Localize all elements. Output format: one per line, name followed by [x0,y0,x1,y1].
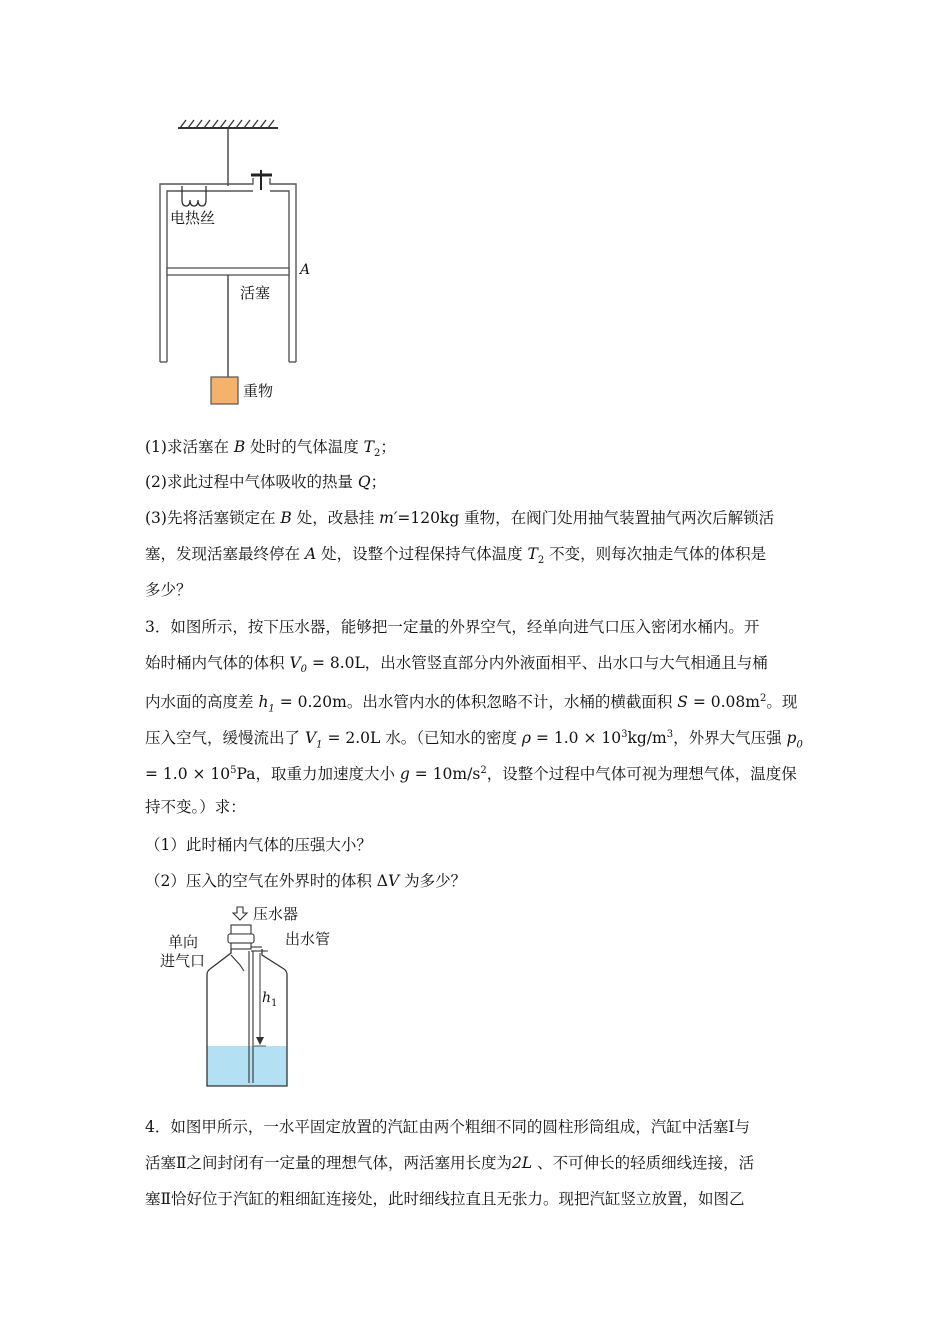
figure-cylinder-piston [150,112,320,412]
q3-line4: 压入空气，缓慢流出了 $V_1 = 2.0L$ 水。（已知水的密度 $\rho = 1.0 \times 10^3kg/m^3$，外界大气压强 $p_0$ [145,729,803,751]
q2-part1: (1)求活塞在 B 处时的气体温度 $T_2$； [145,438,396,460]
label-pump: 压水器 [253,905,299,923]
q3-sub2: （2）压入的空气在外界时的体积 ΔV 为多少？ [145,872,467,890]
label-inlet-line2: 进气口 [160,952,206,970]
label-weight: 重物 [243,382,274,400]
label-outlet: 出水管 [285,930,331,948]
q3-line6: 持不变。）求： [145,798,246,816]
q4-line2: 活塞Ⅱ之间封闭有一定量的理想气体，两活塞用长度为2L 、不可伸长的轻质细线连接，活 [145,1154,755,1172]
q2-part2: (2)求此过程中气体吸收的热量 Q； [145,473,387,491]
label-inlet-line1: 单向 [168,933,199,951]
q4-line1: 4．如图甲所示，一水平固定放置的汽缸由两个粗细不同的圆柱形筒组成，汽缸中活塞Ⅰ与 [145,1118,750,1136]
q3-line1: 3．如图所示，按下压水器，能够把一定量的外界空气，经单向进气口压入密闭水桶内。开 [145,618,760,636]
q2-part3-line1: (3)先将活塞锁定在 B 处，改悬挂 m′=120kg 重物，在阀门处用抽气装置抽气两次后解锁活 [145,509,775,527]
label-heater: 电热丝 [170,209,216,227]
q3-line5: = $1.0 \times 10^5Pa$，取重力加速度大小 $g = 10m/s^2$，设整个过程中气体可视为理想气体，温度保 [145,765,797,784]
q2-part3-line2: 塞，发现活塞最终停在 A 处，设整个过程保持气体温度 $T_2$ 不变，则每次抽走气体的体积是 [145,545,767,567]
q2-part3-line3: 多少？ [145,581,192,599]
label-piston: 活塞 [240,284,271,302]
q3-sub1: （1）此时桶内气体的压强大小？ [145,836,372,854]
q3-line3: 内水面的高度差 $h_1 = 0.20m$。出水管内水的体积忽略不计，水桶的横截面积 $S = 0.08m^2$。现 [145,693,798,715]
q3-line2: 始时桶内气体的体积 $V_0 = 8.0L$，出水管竖直部分内外液面相平、出水口与大气相通且与桶 [145,654,768,676]
label-h1: $h_1$ [262,990,278,1009]
q4-line3: 塞Ⅱ恰好位于汽缸的粗细缸连接处，此时细线拉直且无张力。现把汽缸竖立放置，如图乙 [145,1190,745,1208]
label-a: A [300,262,311,278]
